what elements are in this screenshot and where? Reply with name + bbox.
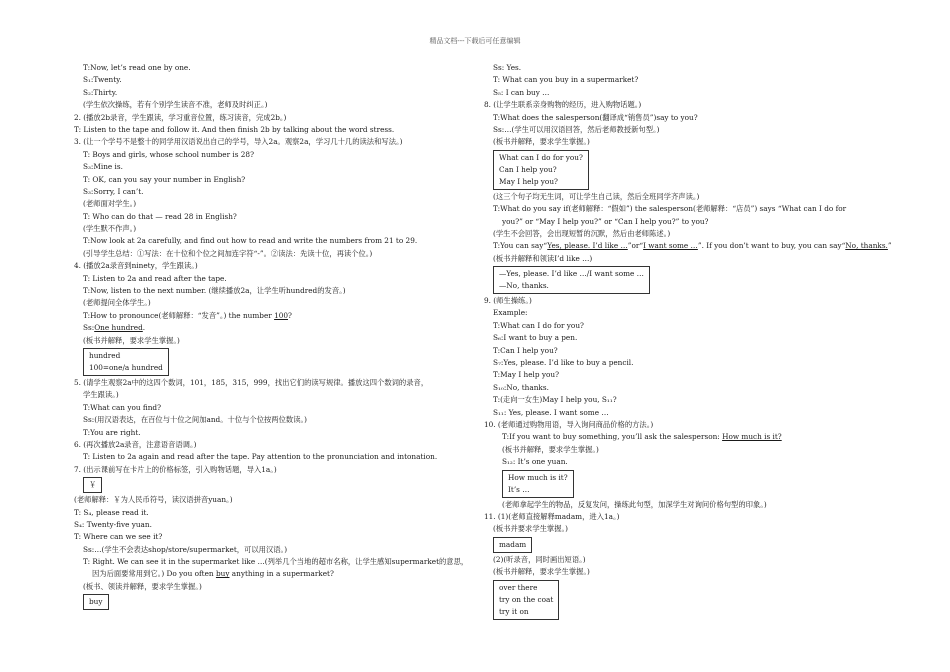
board-note-box bbox=[484, 579, 884, 621]
board-note bbox=[502, 470, 574, 498]
board-note bbox=[493, 580, 559, 620]
board-note-box bbox=[74, 593, 474, 611]
board-note-line: May I help you? bbox=[499, 176, 558, 186]
text-line: T:What do you say if(老师解释：“假如”) the salesperson(老师解释：“店员”) says “What can I do for bbox=[493, 204, 847, 214]
text-line: S₇:Yes, please. I’d like to buy a pencil. bbox=[493, 358, 634, 368]
text-line: 2. (播放2b录音，学生跟读，学习重音位置，练习读音，完成2b。) bbox=[74, 112, 287, 122]
text-line: T:May I help you? bbox=[493, 370, 559, 380]
text-line: T: Where can we see it? bbox=[74, 532, 163, 542]
board-note-box bbox=[484, 265, 884, 295]
text-line: T: OK, can you say your number in English? bbox=[83, 174, 246, 184]
text-line: (2)(听录音，同时画出短语。) bbox=[493, 554, 586, 564]
text-line: S₅: I can buy … bbox=[493, 87, 550, 97]
text-line: T: Listen to 2a again and read after the tape. Pay attention to the pronunciation and intonation. bbox=[83, 452, 438, 462]
text-line: 学生跟读。) bbox=[83, 390, 119, 400]
text-line: 7. (出示课前写在卡片上的价格标签，引入购物话题，导入1a。) bbox=[74, 464, 277, 474]
text-line: 11. (1)(老师直接解释madam，进入1a。) bbox=[484, 511, 620, 521]
text-line: (板书并解释，要求学生掌握。) bbox=[83, 335, 180, 345]
text-line: T:If you want to buy something, you’ll ask the salesperson: How much is it? bbox=[502, 432, 782, 442]
board-note bbox=[493, 150, 589, 190]
text-line: Example: bbox=[493, 308, 528, 318]
board-note-line: hundred bbox=[89, 350, 121, 360]
board-note-box bbox=[74, 476, 474, 494]
page-header: 精品文档---下载后可任意编辑 bbox=[429, 37, 521, 45]
text-line: 因为后面要常用到它。) Do you often buy anything in a supermarket? bbox=[92, 569, 334, 579]
text-line: Ss:(用汉语表达，在百位与十位之间加and。十位与个位按两位数读。) bbox=[83, 415, 307, 425]
text-line: T: Right. We can see it in the supermarket like …(列举几个当地的超市名称，让学生感知supermarket的意思， bbox=[83, 557, 469, 567]
text-line: 8. (让学生联系亲身购物的经历，进入购物话题。) bbox=[484, 100, 642, 110]
text-line: (板书并解释，要求学生掌握。) bbox=[493, 137, 590, 147]
text-line: (老师提问全体学生。) bbox=[83, 298, 151, 308]
text-line: T: Boys and girls, whose school number is 28? bbox=[83, 149, 254, 159]
text-line: 4. (播放2a录音到ninety，学生跟读。) bbox=[74, 261, 198, 271]
text-line: (板书并要求学生掌握。) bbox=[493, 524, 569, 534]
text-line: T:What can you find? bbox=[83, 402, 162, 412]
board-note-box bbox=[484, 469, 884, 499]
text-line: Ss:…(学生可以用汉语回答，然后老师教授新句型。) bbox=[493, 124, 660, 134]
text-line: 10. (老师通过购物用语，导入询问商品价格的方法。) bbox=[484, 419, 654, 429]
text-line: T: Listen to 2a and read after the tape. bbox=[83, 273, 227, 283]
text-line: Ss:…(学生不会表达shop/store/supermarket，可以用汉语。) bbox=[83, 544, 288, 554]
board-note bbox=[83, 594, 109, 610]
text-line: (学生依次操练，若有个别学生读音不准，老师及时纠正。) bbox=[83, 100, 268, 110]
text-line: S₃:Sorry, I can’t. bbox=[83, 186, 144, 196]
text-line: S₃:Mine is. bbox=[83, 162, 123, 172]
text-line: S₁₀:No, thanks. bbox=[493, 382, 549, 392]
text-line: (板书并解释，要求学生掌握。) bbox=[493, 567, 590, 577]
board-note-line: How much is it? bbox=[508, 472, 568, 482]
board-note bbox=[493, 537, 532, 553]
text-line: T: What can you buy in a supermarket? bbox=[493, 75, 639, 85]
board-note-line: madam bbox=[499, 539, 527, 549]
board-note-line: It’s … bbox=[508, 484, 530, 494]
text-line: (板书并解释和领读I’d like …) bbox=[493, 253, 593, 263]
text-line: S₁₂: It’s one yuan. bbox=[502, 457, 568, 467]
text-line: Ss: Yes. bbox=[493, 63, 522, 72]
text-line: S₁₁: Yes, please. I want some … bbox=[493, 407, 609, 417]
text-line: 9. (师生操练。) bbox=[484, 296, 532, 306]
text-line: T: Listen to the tape and follow it. And then finish 2b by talking about the word stress. bbox=[74, 124, 395, 134]
left-column bbox=[74, 62, 474, 611]
text-line: T:What does the salesperson(翻译成“销售员”)say to you? bbox=[493, 112, 698, 122]
text-line: Ss:One hundred. bbox=[83, 323, 146, 333]
text-line: 6. (再次播放2a录音，注意语音语调。) bbox=[74, 439, 197, 449]
text-line: (板书、领读并解释，要求学生掌握。) bbox=[83, 581, 202, 591]
text-line: T: S₄, please read it. bbox=[74, 507, 149, 517]
text-line: T:(走向一女生)May I help you, S₁₁? bbox=[493, 395, 617, 405]
text-line: (这三个句子均无生词，可让学生自己读，然后全班同学齐声读。) bbox=[493, 191, 700, 201]
text-line: T:How to pronounce(老师解释：“发音”。) the number 100? bbox=[83, 310, 292, 320]
text-line: S₂:Thirty. bbox=[83, 87, 118, 97]
board-note-line: ￥ bbox=[89, 480, 97, 490]
text-line: 3. (让一个学号不是整十的同学用汉语说出自己的学号，导入2a。观察2a，学习几十几的读法和写法。) bbox=[74, 137, 403, 147]
text-line: (学生默不作声。) bbox=[83, 224, 137, 234]
text-line: T:You can say“Yes, please. I’d like …”or“I want some …”. If you don’t want to buy, you can say“No, thanks.” bbox=[493, 241, 892, 251]
text-line: 5. (请学生观察2a中的这四个数词，101，185，315，999，找出它们的读写规律。播放这四个数词的录音， bbox=[74, 377, 429, 387]
text-line: T:Now, listen to the next number. (继续播放2a，让学生听hundred的发音。) bbox=[83, 286, 346, 296]
board-note bbox=[83, 477, 102, 493]
text-line: (老师解释：￥为人民币符号，读汉语拼音yuan。) bbox=[74, 495, 233, 505]
text-line: (学生不会回答，会出现短暂的沉默，然后由老师陈述。) bbox=[493, 228, 671, 238]
board-note-box bbox=[484, 536, 884, 554]
board-note-line: —No, thanks. bbox=[499, 281, 549, 291]
board-note-box bbox=[74, 347, 474, 377]
text-line: (引导学生总结：①写法：在十位和个位之间加连字符“-”。②读法：先读十位，再读个位。) bbox=[83, 248, 373, 258]
board-note-line: buy bbox=[89, 597, 103, 607]
board-note-line: try it on bbox=[499, 606, 529, 616]
board-note-line: Can I help you? bbox=[499, 164, 557, 174]
text-line: T:Now look at 2a carefully, and find out how to read and write the numbers from 21 to 29. bbox=[83, 236, 418, 246]
text-line: (老师面对学生。) bbox=[83, 199, 137, 209]
board-note-box bbox=[484, 149, 884, 191]
text-line: T:What can I do for you? bbox=[493, 320, 584, 330]
text-line: T:Now, let’s read one by one. bbox=[83, 63, 191, 72]
board-note-line: try on the coat bbox=[499, 594, 554, 604]
text-line: T:You are right. bbox=[83, 427, 141, 437]
text-line: S₁:Twenty. bbox=[83, 75, 122, 85]
board-note-line: —Yes, please. I’d like …/I want some … bbox=[499, 269, 644, 279]
text-line: S₆:I want to buy a pen. bbox=[493, 333, 578, 343]
board-note bbox=[83, 348, 169, 376]
text-line: T:Can I help you? bbox=[493, 345, 558, 355]
text-line: (板书并解释，要求学生掌握。) bbox=[502, 444, 599, 454]
text-line: S₄: Twenty-five yuan. bbox=[74, 519, 152, 529]
text-line: you?” or “May I help you?” or “Can I help you?” to you? bbox=[502, 216, 709, 226]
board-note-line: What can I do for you? bbox=[499, 152, 583, 162]
board-note-line: 100=one/a hundred bbox=[89, 362, 163, 372]
right-column bbox=[484, 62, 892, 621]
board-note-line: over there bbox=[499, 582, 538, 592]
text-line: (老师拿起学生的物品，反复发问，操练此句型，加深学生对询问价格句型的印象。) bbox=[502, 499, 767, 509]
board-note bbox=[493, 266, 650, 294]
text-line: T: Who can do that — read 28 in English? bbox=[83, 211, 237, 221]
